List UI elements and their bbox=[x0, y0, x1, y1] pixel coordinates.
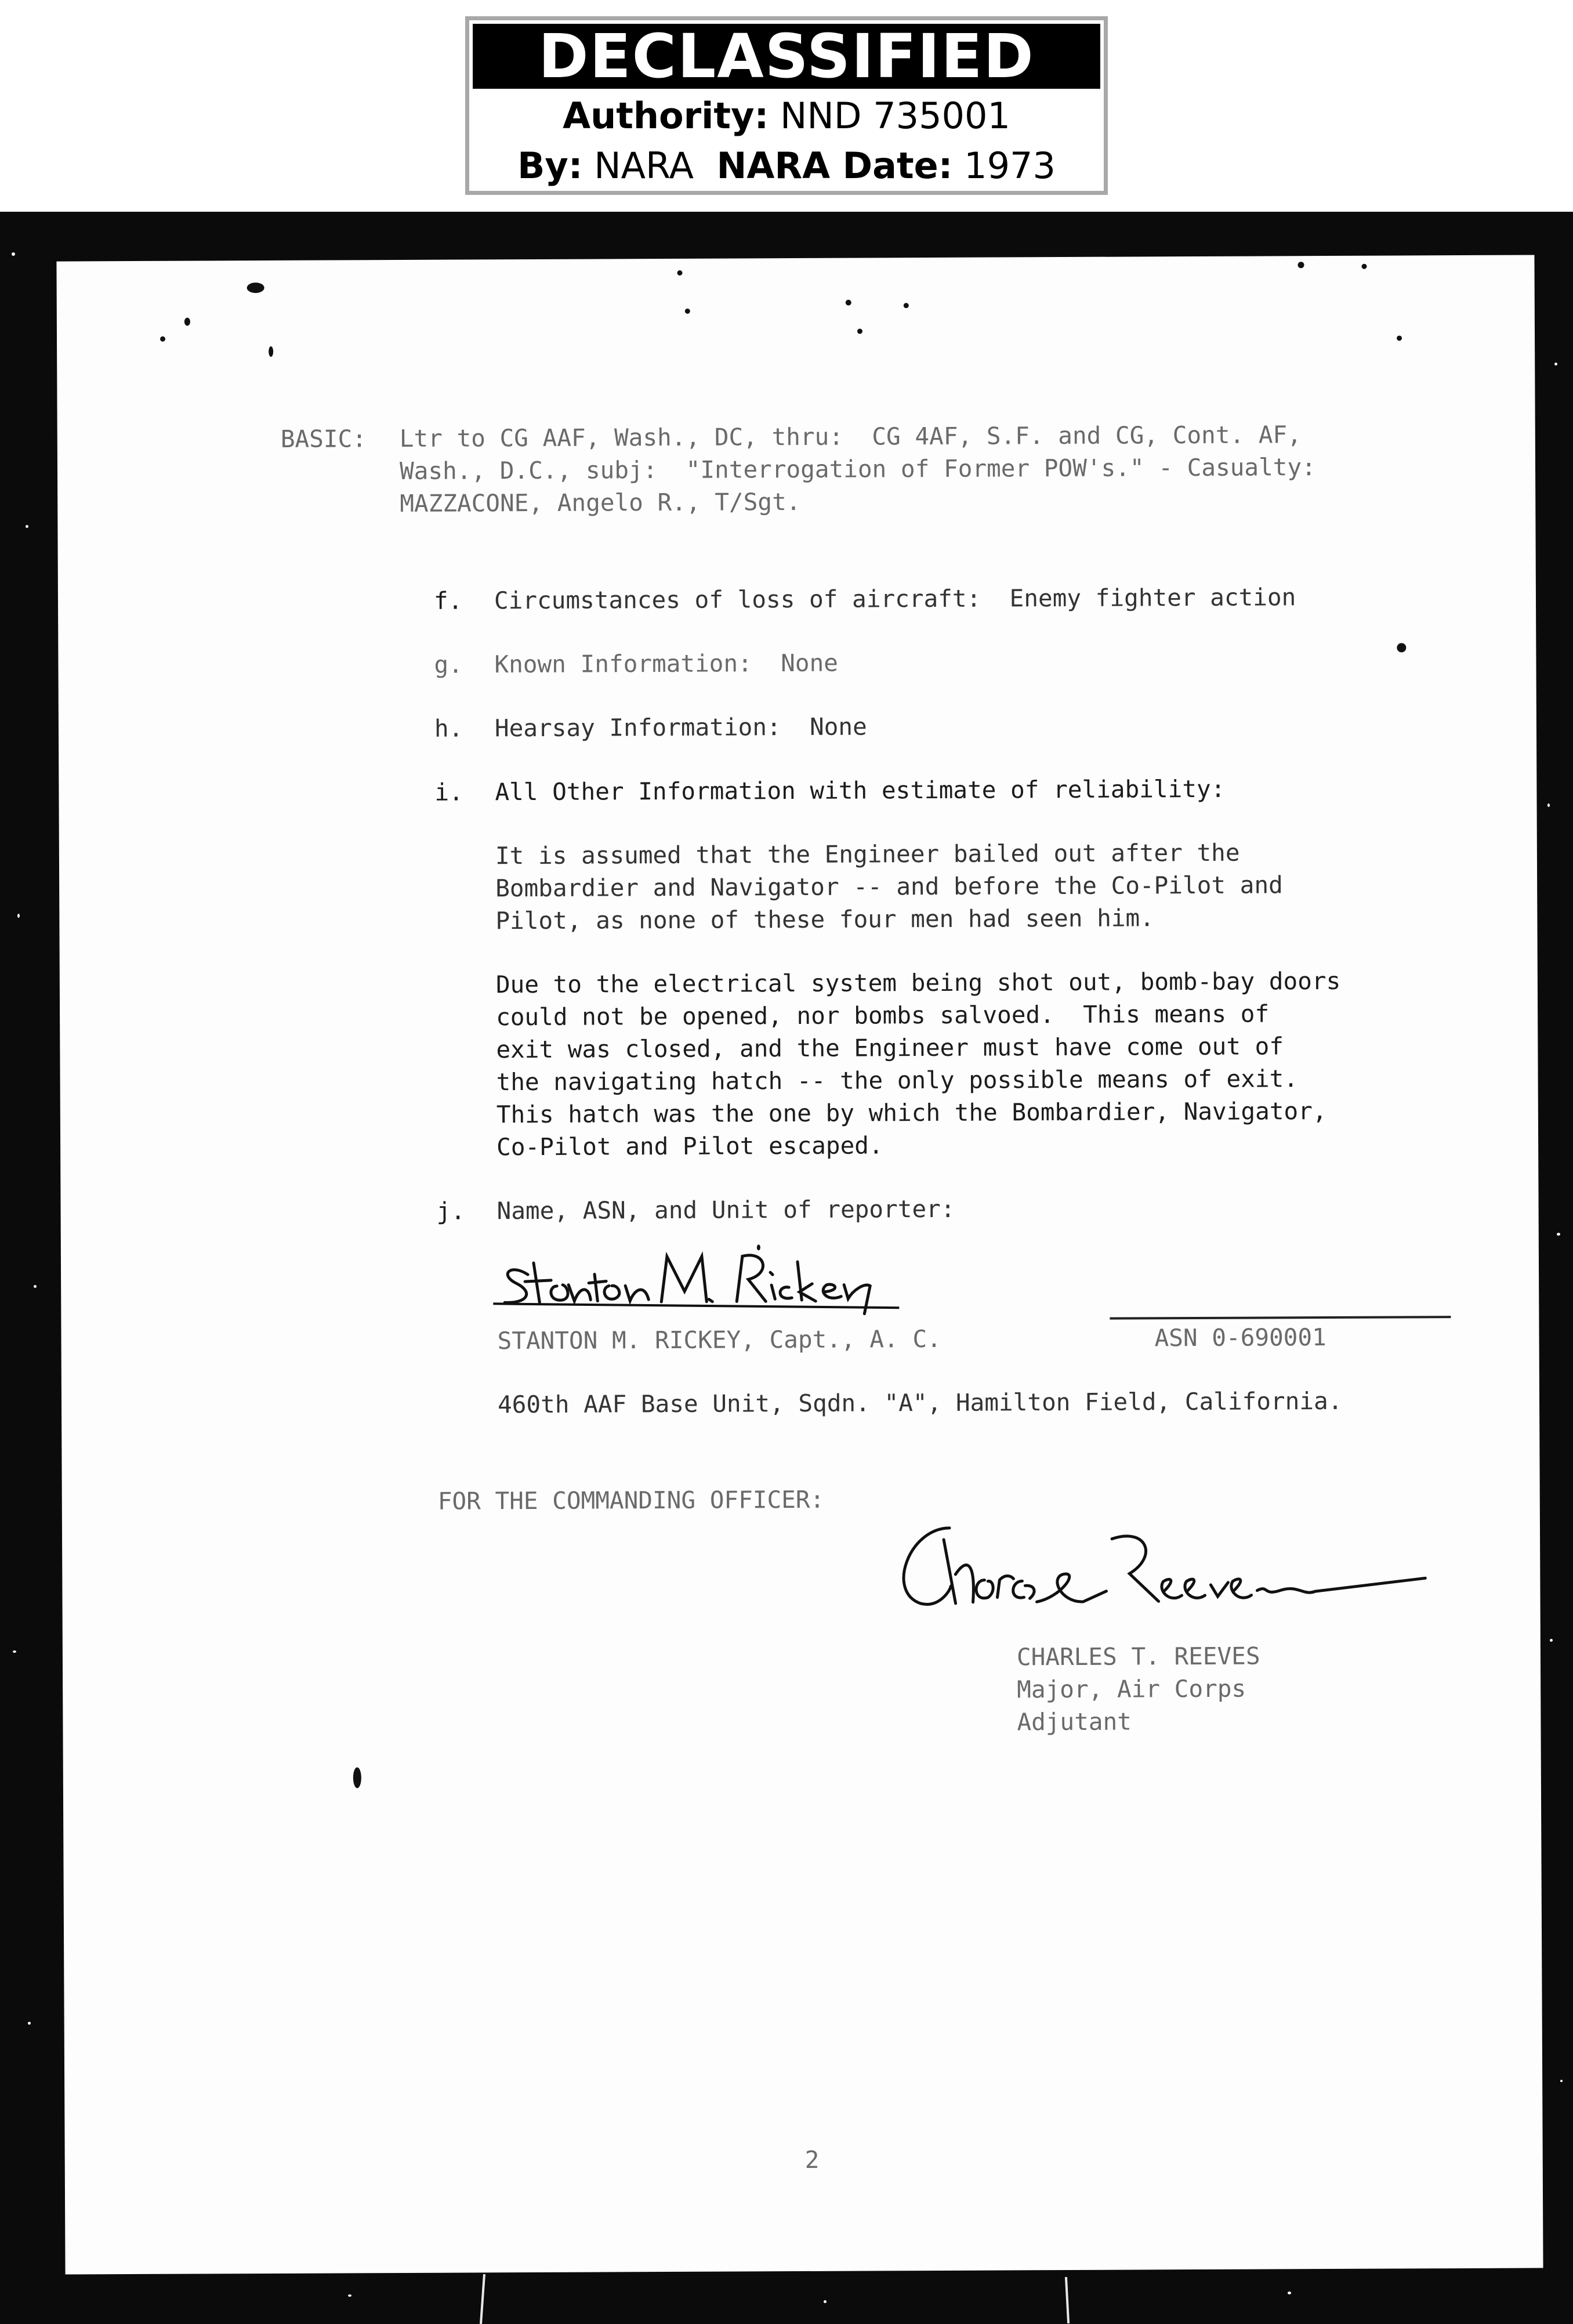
date-label: NARA Date: bbox=[716, 144, 953, 187]
dust-spot bbox=[1297, 262, 1304, 268]
scan-scratch bbox=[480, 2274, 485, 2324]
officer-signature bbox=[886, 1503, 1443, 1632]
basic-label: BASIC: bbox=[280, 425, 367, 453]
item-j-text: Name, ASN, and Unit of reporter: bbox=[496, 1194, 955, 1225]
dust-spot bbox=[247, 283, 264, 293]
dust-spot bbox=[846, 300, 851, 306]
paragraph-2-line-5: This hatch was the one by which the Bombardier, Navigator, bbox=[496, 1097, 1327, 1129]
scan-speck bbox=[1557, 1233, 1560, 1236]
paragraph-2-line-2: could not be opened, nor bombs salvoed. This means of bbox=[496, 1000, 1270, 1031]
basic-line-1: Ltr to CG AAF, Wash., DC, thru: CG 4AF, S.F. and CG, Cont. AF, bbox=[399, 421, 1302, 453]
declassified-banner bbox=[465, 16, 1108, 195]
basic-line-2: Wash., D.C., subj: "Interrogation of Former POW's." - Casualty: bbox=[399, 453, 1316, 485]
dust-spot bbox=[184, 318, 190, 326]
item-f-text: Circumstances of loss of aircraft: Enemy fighter action bbox=[494, 583, 1296, 615]
item-i-text: All Other Information with estimate of reliability: bbox=[495, 774, 1226, 806]
dust-spot bbox=[1397, 335, 1402, 341]
scan-speck bbox=[824, 2300, 827, 2303]
for-commanding-officer: FOR THE COMMANDING OFFICER: bbox=[437, 1485, 825, 1515]
authority-value: NND 735001 bbox=[780, 95, 1010, 137]
banner-by-line bbox=[469, 144, 1104, 187]
paragraph-2-line-3: exit was closed, and the Engineer must have come out of bbox=[496, 1032, 1284, 1064]
officer-title: Adjutant bbox=[1017, 1707, 1132, 1736]
basic-line-3: MAZZACONE, Angelo R., T/Sgt. bbox=[400, 487, 801, 517]
authority-label: Authority: bbox=[563, 95, 769, 137]
dust-spot bbox=[904, 303, 909, 308]
date-value: 1973 bbox=[964, 144, 1056, 187]
officer-rank: Major, Air Corps bbox=[1017, 1674, 1246, 1704]
paragraph-2-line-1: Due to the electrical system being shot out, bomb-bay doors bbox=[495, 966, 1341, 999]
scan-speck bbox=[17, 914, 20, 918]
paragraph-1-line-3: Pilot, as none of these four men had seen him. bbox=[495, 904, 1154, 935]
reporter-unit: 460th AAF Base Unit, Sqdn. "A", Hamilton Field, California. bbox=[497, 1387, 1343, 1419]
dust-spot bbox=[160, 336, 165, 342]
scan-speck bbox=[13, 1650, 16, 1653]
scan-speck bbox=[26, 525, 28, 528]
paragraph-2-line-4: the navigating hatch -- the only possible means of exit. bbox=[496, 1065, 1299, 1096]
dust-spot bbox=[353, 1767, 361, 1788]
scan-speck bbox=[28, 2022, 31, 2025]
banner-authority-line bbox=[469, 95, 1104, 137]
item-g-letter: g. bbox=[434, 650, 463, 679]
scan-speck bbox=[1554, 363, 1557, 365]
page-number: 2 bbox=[804, 2145, 820, 2174]
paragraph-1-line-1: It is assumed that the Engineer bailed out after the bbox=[495, 838, 1240, 870]
by-label: By: bbox=[517, 144, 583, 187]
dust-spot bbox=[857, 329, 862, 334]
item-g-text: Known Information: None bbox=[494, 649, 839, 679]
document-page bbox=[56, 255, 1543, 2274]
scan-speck bbox=[12, 252, 15, 256]
scan-speck bbox=[1547, 803, 1550, 807]
item-h-letter: h. bbox=[434, 714, 463, 743]
scan-speck bbox=[1288, 2292, 1291, 2294]
paragraph-1-line-2: Bombardier and Navigator -- and before the Co-Pilot and bbox=[495, 871, 1283, 903]
dust-spot bbox=[1397, 643, 1406, 652]
item-f-letter: f. bbox=[433, 587, 463, 615]
dust-spot bbox=[685, 309, 690, 314]
scan-speck bbox=[1560, 2080, 1563, 2082]
dust-spot bbox=[269, 346, 273, 357]
reporter-signature bbox=[493, 1238, 911, 1321]
reporter-asn: ASN 0-690001 bbox=[1154, 1323, 1326, 1352]
banner-title: DECLASSIFIED bbox=[473, 24, 1100, 89]
scan-scratch bbox=[1065, 2277, 1070, 2323]
scan-speck bbox=[34, 1285, 37, 1288]
dust-spot bbox=[677, 270, 683, 276]
scan-speck bbox=[348, 2294, 351, 2297]
officer-name: CHARLES T. REEVES bbox=[1016, 1642, 1260, 1671]
scan-speck bbox=[1550, 1639, 1553, 1642]
item-j-letter: j. bbox=[436, 1197, 466, 1225]
asn-signature-line bbox=[1110, 1316, 1451, 1320]
reporter-name: STANTON M. RICKEY, Capt., A. C. bbox=[497, 1324, 941, 1355]
dust-spot bbox=[1361, 264, 1367, 269]
paragraph-2-line-6: Co-Pilot and Pilot escaped. bbox=[496, 1131, 883, 1161]
item-i-letter: i. bbox=[434, 778, 463, 806]
item-h-text: Hearsay Information: None bbox=[494, 712, 867, 743]
by-value: NARA bbox=[594, 144, 694, 187]
